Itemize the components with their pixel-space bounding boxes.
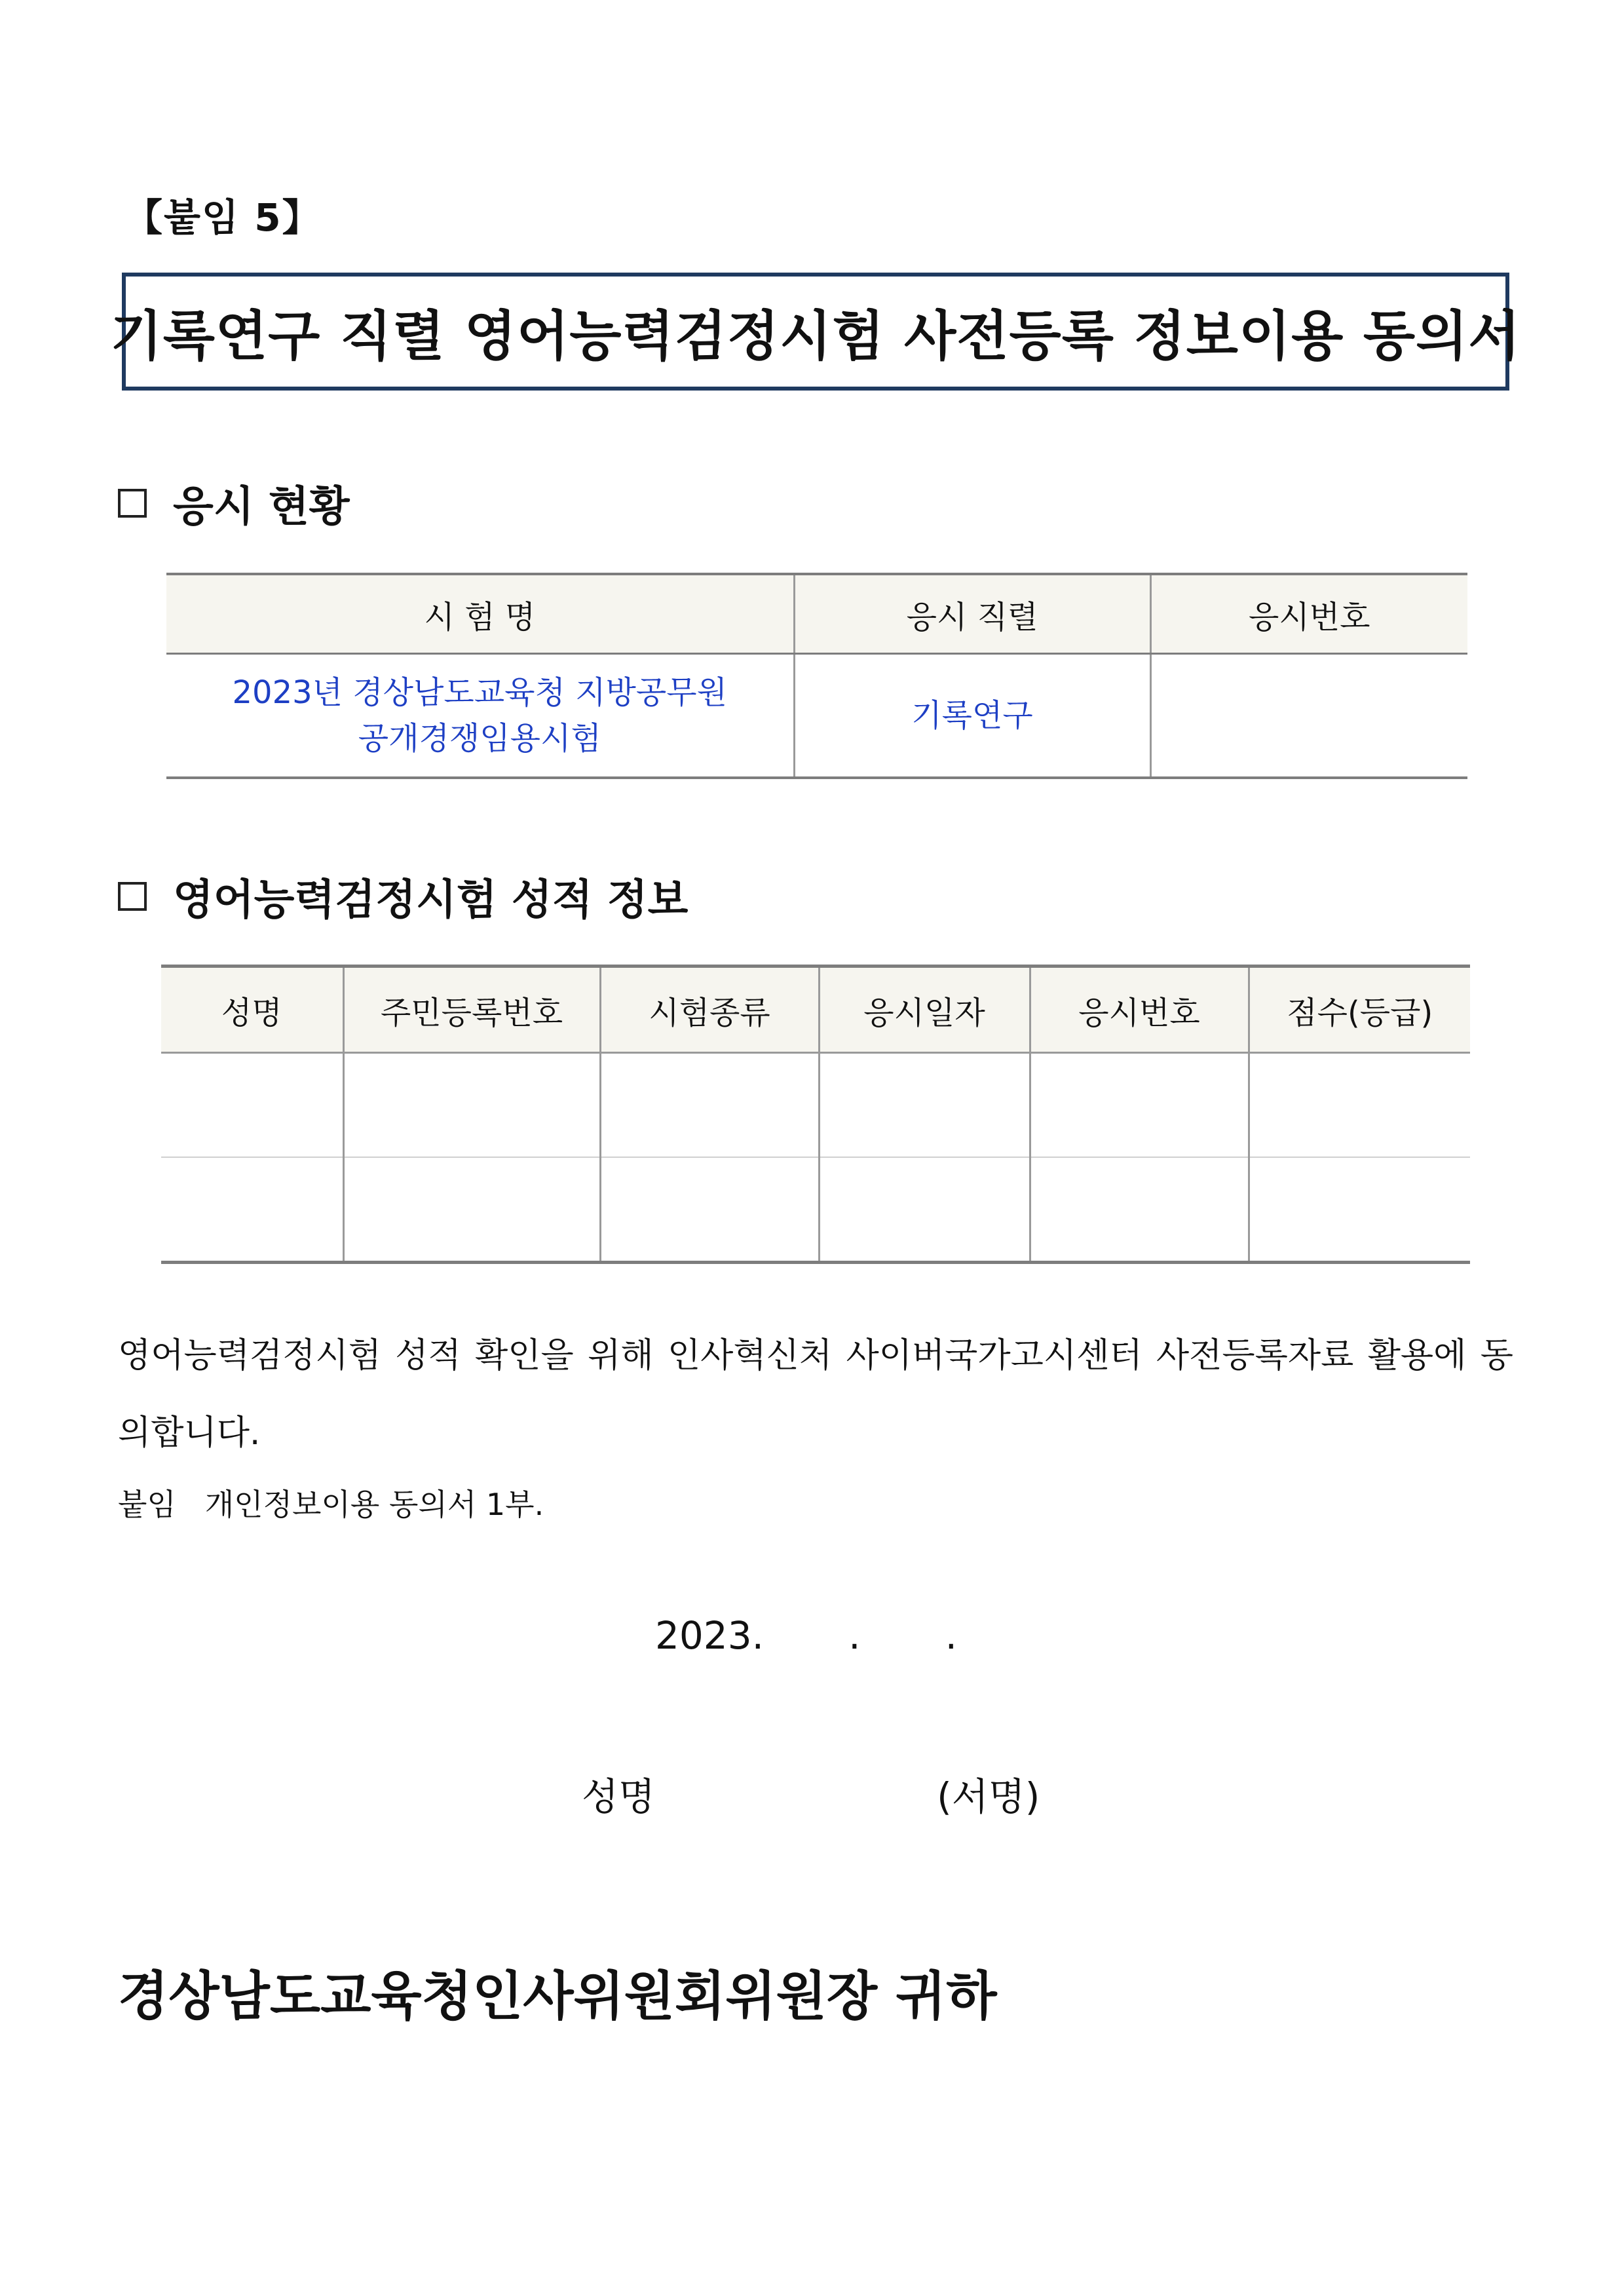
table-cell[interactable] (819, 1157, 1030, 1263)
section-heading-exam-status (118, 473, 350, 533)
table-cell[interactable] (600, 1053, 819, 1158)
section-heading-text: 영어능력검정시험 성적 정보 (173, 876, 689, 925)
exam-name-line1: 2023년 경상남도교육청 지방공무원 (232, 674, 727, 711)
table-cell[interactable] (161, 1157, 343, 1263)
exam-status-table (166, 573, 1467, 779)
consent-text: 영어능력검정시험 성적 확인을 위해 인사혁신처 사이버국가고시센터 사전등록자료 활용에 동의합니다. (118, 1336, 1513, 1453)
header-name: 성명 (161, 966, 343, 1053)
date-line: 2023. . . (655, 1613, 958, 1658)
table-cell[interactable] (161, 1053, 343, 1158)
name-label: 성명 (582, 1774, 656, 1819)
header-resident-number: 주민등록번호 (343, 966, 600, 1053)
table-row (161, 1157, 1470, 1263)
table-cell[interactable] (819, 1053, 1030, 1158)
english-score-table (161, 965, 1470, 1264)
header-exam-name: 시 험 명 (166, 574, 794, 654)
exam-name-line2: 공개경쟁임용시험 (358, 720, 601, 757)
table-cell[interactable] (1249, 1157, 1470, 1263)
cell-exam-name (166, 654, 794, 778)
table-cell[interactable] (600, 1157, 819, 1263)
header-job-series: 응시 직렬 (794, 574, 1150, 654)
table-cell[interactable] (343, 1157, 600, 1263)
sign-label: (서명) (937, 1774, 1040, 1819)
header-exam-date: 응시일자 (819, 966, 1030, 1053)
attachment-note: 붙임 개인정보이용 동의서 1부. (118, 1487, 544, 1522)
cell-job-series: 기록연구 (794, 654, 1150, 778)
checkbox-square-icon (118, 489, 147, 518)
table-header-row (166, 574, 1467, 654)
section-heading-text: 응시 현황 (173, 483, 350, 531)
document-title: 기록연구 직렬 영어능력검정시험 사전등록 정보이용 동의서 (110, 305, 1521, 368)
table-header-row (161, 966, 1470, 1053)
cell-exam-number[interactable] (1150, 654, 1467, 778)
table-row (161, 1053, 1470, 1158)
table-cell[interactable] (343, 1053, 600, 1158)
checkbox-square-icon (118, 882, 147, 911)
addressee: 경상남도교육청인사위원회위원장 귀하 (118, 1966, 997, 2027)
header-score-grade: 점수(등급) (1249, 966, 1470, 1053)
table-cell[interactable] (1030, 1157, 1249, 1263)
section-heading-english-score (118, 866, 688, 927)
header-exam-number: 응시번호 (1150, 574, 1467, 654)
table-row (166, 654, 1467, 778)
header-exam-type: 시험종류 (600, 966, 819, 1053)
attachment-label: 【붙임 5】 (124, 195, 322, 240)
signature-line (582, 1766, 1040, 1821)
table-cell[interactable] (1249, 1053, 1470, 1158)
header-exam-number: 응시번호 (1030, 966, 1249, 1053)
title-box (110, 273, 1521, 391)
table-cell[interactable] (1030, 1053, 1249, 1158)
